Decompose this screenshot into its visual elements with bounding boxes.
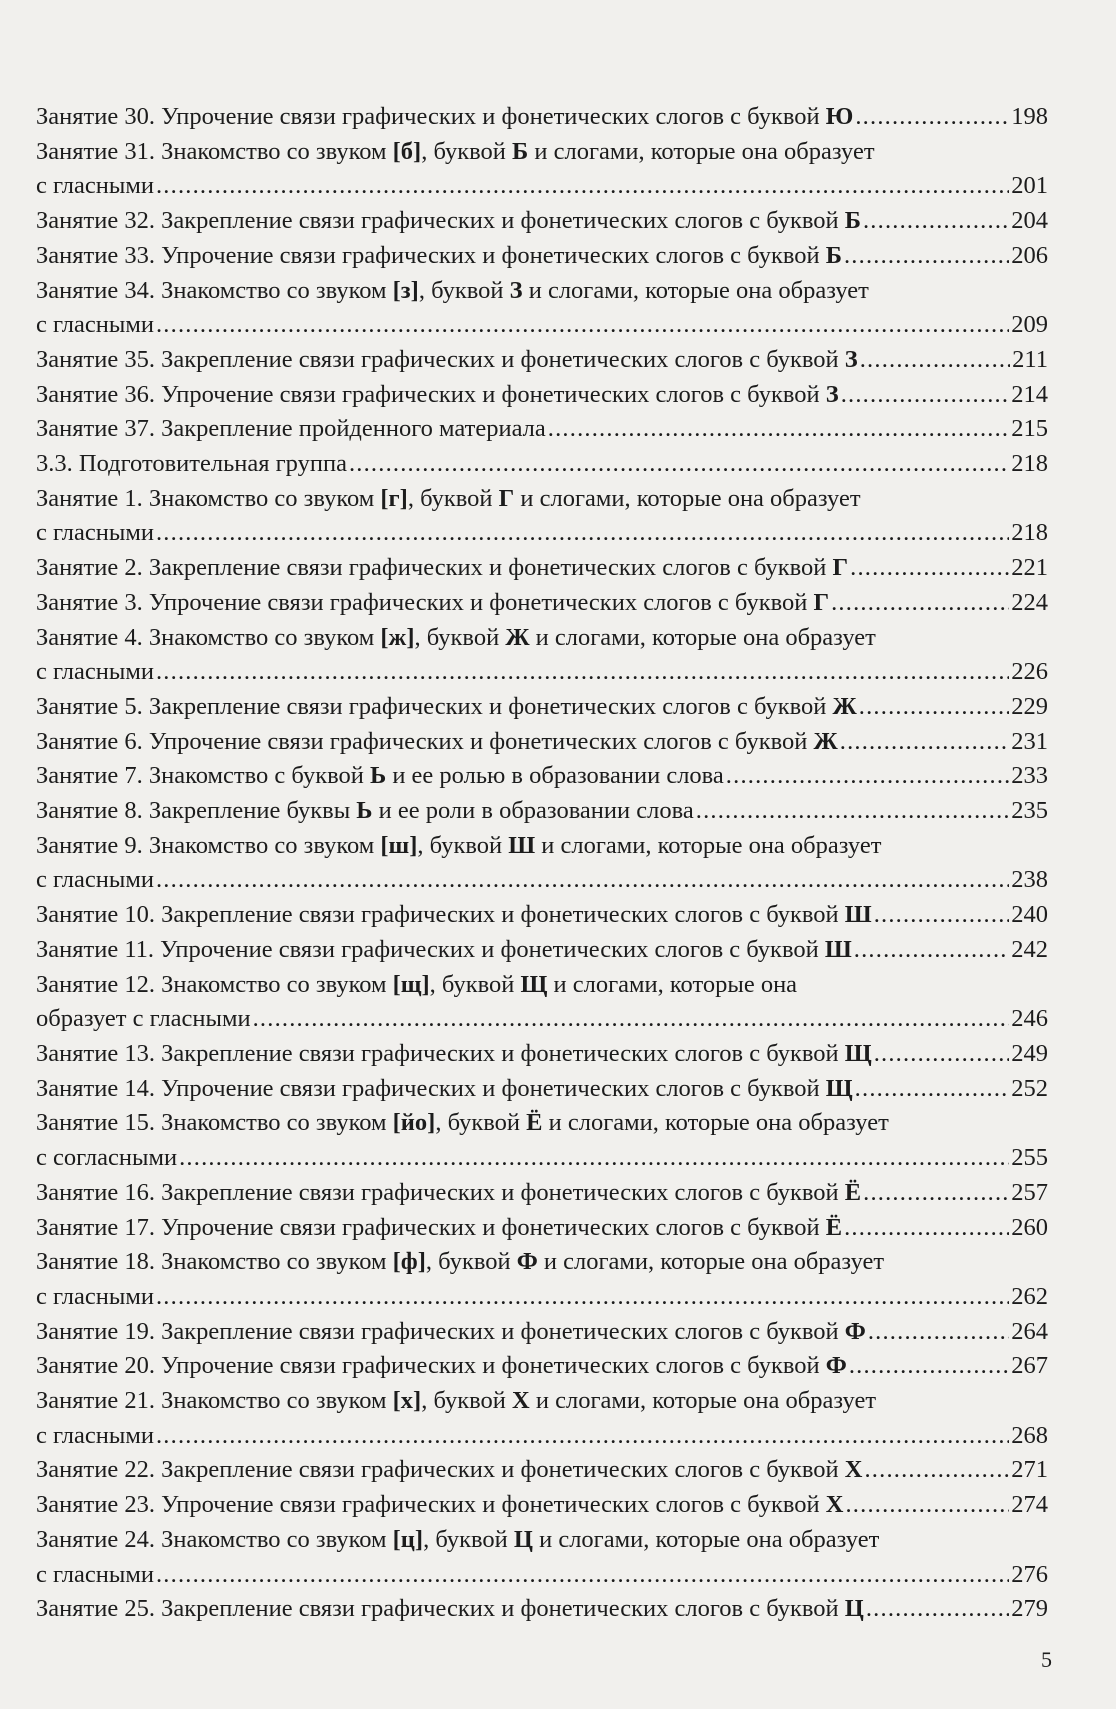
toc-entry-title [36, 1453, 862, 1488]
toc-entry-line [36, 447, 1048, 482]
toc-entry-line [36, 1419, 1048, 1454]
toc-entry-bold-text: Х [844, 1456, 863, 1484]
toc-page-number: 218 [1011, 519, 1048, 547]
toc-page-number: 229 [1011, 692, 1048, 720]
toc-entry-line [36, 1558, 1048, 1593]
toc-entry-title [36, 1037, 872, 1072]
toc-entry-bold-text: З [825, 380, 839, 408]
toc-entry-bold-text: Г [813, 588, 830, 616]
toc-page-number: 262 [1011, 1282, 1048, 1310]
toc-entry [36, 725, 1048, 760]
dot-leader [253, 1002, 1010, 1037]
toc-entry-bold-text: Щ [844, 1039, 872, 1067]
toc-entry-bold-text: Ц [513, 1525, 533, 1553]
toc-entry-text: Занятие 33. Упрочение связи графических и фонетических слогов с буквой [36, 241, 826, 269]
toc-entry-bold-text: Ю [825, 103, 854, 130]
toc-entry [36, 1106, 1048, 1175]
toc-entry-title [36, 1387, 876, 1414]
toc-entry-title [36, 1248, 884, 1275]
toc-entry-title [36, 832, 881, 859]
toc-entry-line [36, 829, 1048, 864]
dot-leader [863, 1176, 1009, 1211]
dot-leader [874, 898, 1010, 933]
toc-page-number: 231 [1011, 727, 1048, 755]
toc-entry-line [36, 308, 1048, 343]
toc-entry-line [36, 794, 1048, 829]
dot-leader [859, 690, 1009, 725]
toc-entry-line [36, 343, 1048, 378]
toc-entry-bold-text: Ш [824, 935, 852, 963]
toc-entry-line [36, 516, 1048, 551]
toc-entry-bold-text: Щ [520, 970, 548, 998]
toc-entry-text: и слогами, которые она образует [529, 1387, 877, 1415]
dot-leader [349, 447, 1009, 482]
toc-entry-text: и слогами, которые она образует [529, 623, 876, 651]
toc-entry-bold-text: Ж [832, 692, 857, 720]
toc-entry-bold-text: З [509, 276, 523, 304]
toc-entry-text: , буквой [423, 1525, 514, 1553]
toc-entry [36, 1211, 1048, 1246]
toc-entry-text: Занятие 18. Знакомство со звуком [36, 1248, 393, 1276]
toc-entry-text: Занятие 12. Знакомство со звуком [36, 970, 393, 998]
toc-entry-bold-text: Ц [844, 1595, 864, 1623]
toc-entry-text: с гласными [36, 519, 154, 547]
toc-page-number: 260 [1011, 1213, 1048, 1241]
toc-entry-text: Занятие 36. Упрочение связи графических и фонетических слогов с буквой [36, 380, 826, 408]
toc-entry-line [36, 482, 1048, 517]
toc-entry-text: Занятие 32. Закрепление связи графических и фонетических слогов с буквой [36, 207, 845, 235]
toc-entry-text: и слогами, которые она образует [528, 137, 875, 165]
toc-entry [36, 1453, 1048, 1488]
dot-leader [840, 725, 1010, 760]
dot-leader [844, 1211, 1009, 1246]
dot-leader [696, 794, 1010, 829]
dot-leader [156, 1558, 1009, 1593]
toc-entry-line [36, 100, 1048, 135]
toc-entry-line [36, 1072, 1048, 1107]
toc-entry-line [36, 863, 1048, 898]
toc-entry [36, 1315, 1048, 1350]
dot-leader [868, 1315, 1009, 1350]
toc-page-number: 274 [1011, 1491, 1048, 1519]
toc-page-number: 235 [1011, 797, 1048, 825]
toc-entry-line [36, 1280, 1048, 1315]
toc-entry-line [36, 1349, 1048, 1384]
toc-entry-text: и слогами, которые она образует [542, 1109, 889, 1137]
toc-page-number: 226 [1011, 658, 1048, 686]
toc-entry [36, 135, 1048, 204]
toc-entry-bold-text: [ж] [380, 623, 415, 651]
toc-entry-line [36, 239, 1048, 274]
toc-entry-text: и слогами, которые она образует [522, 276, 869, 304]
toc-entry-bold-text: Б [825, 241, 842, 269]
toc-entry-line [36, 968, 1048, 1003]
dot-leader [854, 933, 1009, 968]
toc-page-number: 279 [1011, 1595, 1048, 1623]
toc-page-number: 252 [1011, 1074, 1048, 1102]
toc-entry [36, 794, 1048, 829]
toc-page-number: 201 [1011, 172, 1048, 200]
toc-entry-bold-text: [щ] [392, 970, 430, 998]
toc-entry-text: Занятие 21. Знакомство со звуком [36, 1387, 393, 1415]
toc-entry-text: Занятие 13. Закрепление связи графических и фонетических слогов с буквой [36, 1039, 845, 1067]
toc-entry-line [36, 586, 1048, 621]
toc-entry-line [36, 655, 1048, 690]
toc-entry-text: с согласными [36, 1144, 178, 1172]
toc-page-number: 214 [1011, 380, 1048, 408]
toc-entry [36, 447, 1048, 482]
toc-entry-text: и слогами, которые она образует [537, 1248, 885, 1276]
toc-entry [36, 412, 1048, 447]
dot-leader [548, 412, 1009, 447]
toc-entry [36, 1037, 1048, 1072]
toc-entry [36, 1488, 1048, 1523]
toc-entry-title [36, 1488, 843, 1523]
toc-entry-title [36, 1072, 853, 1107]
toc-entry-line [36, 169, 1048, 204]
toc-entry-title [36, 204, 861, 239]
dot-leader [860, 343, 1010, 378]
toc-entry-line [36, 274, 1048, 309]
toc-entry-text: с гласными [36, 866, 154, 894]
toc-entry-bold-text: Ё [844, 1178, 862, 1206]
toc-page-number: 249 [1011, 1039, 1048, 1067]
toc-page-number: 267 [1011, 1352, 1048, 1380]
toc-entry-line [36, 725, 1048, 760]
dot-leader [874, 1037, 1010, 1072]
dot-leader [156, 1419, 1009, 1454]
toc-entry [36, 239, 1048, 274]
toc-entry-title [36, 1211, 842, 1246]
toc-entry-title [36, 1592, 864, 1627]
toc-entry-line [36, 690, 1048, 725]
toc-entry-text: Занятие 5. Закрепление связи графических и фонетических слогов с буквой [36, 692, 833, 720]
toc-entry [36, 204, 1048, 239]
toc-page-number: 242 [1011, 935, 1048, 963]
toc-entry-title [36, 1526, 879, 1553]
toc-entry-text: Занятие 16. Закрепление связи графических и фонетических слогов с буквой [36, 1178, 845, 1206]
toc-entry-title [36, 551, 848, 586]
toc-entry [36, 968, 1048, 1037]
toc-entry-text: Занятие 19. Закрепление связи графических и фонетических слогов с буквой [36, 1317, 845, 1345]
toc-entry-text: и слогами, которые она образует [532, 1525, 880, 1553]
toc-page-number: 238 [1011, 866, 1048, 894]
toc-page-number: 204 [1011, 207, 1048, 235]
toc-entry [36, 378, 1048, 413]
toc-page-number: 271 [1011, 1456, 1048, 1484]
toc-entry-text: , буквой [407, 484, 499, 512]
toc-page-number: 211 [1012, 345, 1048, 373]
toc-entry-title [36, 378, 839, 413]
toc-entry-text: с гласными [36, 1421, 154, 1449]
dot-leader [726, 759, 1009, 794]
toc-entry-text: 3.3. Подготовительная группа [36, 450, 347, 478]
toc-entry-line [36, 135, 1048, 170]
toc-entry-text: Занятие 4. Знакомство со звуком [36, 623, 381, 651]
toc-entry-text: Занятие 31. Знакомство со звуком [36, 137, 393, 165]
toc-page-number: 240 [1011, 901, 1048, 929]
toc-entry-line [36, 412, 1048, 447]
toc-entry-text: Занятие 24. Знакомство со звуком [36, 1525, 393, 1553]
toc-entry-title [36, 725, 838, 760]
toc-entry-text: Занятие 22. Закрепление связи графических и фонетических слогов с буквой [36, 1456, 845, 1484]
toc-entry-title [36, 138, 875, 165]
toc-entry-text: , буквой [417, 831, 509, 859]
dot-leader [855, 1072, 1010, 1107]
toc-entry-bold-text: Ш [844, 901, 872, 929]
toc-entry-text: и слогами, которые она образует [535, 831, 882, 859]
dot-leader [866, 1592, 1009, 1627]
toc-entry-text: и слогами, которые она [547, 970, 798, 998]
toc-entry-text: , буквой [418, 276, 510, 304]
toc-entry-text: с гласными [36, 1560, 154, 1588]
toc-entry-text: , буквой [435, 1109, 527, 1137]
page-number: 5 [1041, 1647, 1052, 1672]
toc-entry-bold-text: Х [825, 1491, 844, 1519]
toc-entry-text: Занятие 17. Упрочение связи графических и фонетических слогов с буквой [36, 1213, 826, 1241]
toc-entry-bold-text: [ф] [392, 1248, 426, 1276]
dot-leader [156, 169, 1009, 204]
dot-leader [156, 1280, 1009, 1315]
toc-entry [36, 829, 1048, 898]
toc-entry-title [36, 690, 857, 725]
toc-entry-text: , буквой [429, 970, 521, 998]
toc-entry-bold-text: Ё [526, 1109, 543, 1137]
toc-entry-bold-text: [х] [392, 1387, 422, 1415]
toc-entry-line [36, 1592, 1048, 1627]
toc-entry-text: Занятие 9. Знакомство со звуком [36, 831, 381, 859]
toc-entry [36, 551, 1048, 586]
toc-entry-bold-text: Г [832, 554, 849, 582]
toc-entry-text: Занятие 1. Знакомство со звуком [36, 484, 381, 512]
toc-entry [36, 482, 1048, 551]
toc-entry [36, 274, 1048, 343]
toc-entry-text: Занятие 25. Закрепление связи графических и фонетических слогов с буквой [36, 1595, 845, 1623]
toc-entry-line [36, 551, 1048, 586]
toc-entry-text: , буквой [421, 137, 513, 165]
dot-leader [156, 863, 1009, 898]
toc-entry-line [36, 1315, 1048, 1350]
toc-page-number: 215 [1011, 415, 1048, 443]
toc-entry-text: , буквой [414, 623, 506, 651]
toc-entry-title [36, 1349, 847, 1384]
dot-leader [156, 655, 1009, 690]
toc-entry-line [36, 1141, 1048, 1176]
toc-entry [36, 100, 1048, 135]
toc-entry-bold-text: [ш] [380, 831, 418, 859]
toc-page-number: 268 [1011, 1421, 1048, 1449]
toc-entry [36, 759, 1048, 794]
toc-entry-bold-text: Ф [516, 1248, 538, 1276]
toc-entry-bold-text: Щ [825, 1074, 853, 1102]
toc-page-number: 218 [1011, 450, 1048, 478]
dot-leader [831, 586, 1009, 621]
toc-entry-bold-text: Ф [844, 1317, 866, 1345]
toc-page-number: 257 [1011, 1178, 1048, 1206]
toc-entry-text: Занятие 8. Закрепление буквы [36, 797, 357, 825]
toc-entry-bold-text: [г] [380, 484, 408, 512]
toc-entry [36, 1072, 1048, 1107]
toc-page-number: 276 [1011, 1560, 1048, 1588]
toc-entry-bold-text: Ф [825, 1352, 847, 1380]
toc-entry-line [36, 1002, 1048, 1037]
toc-entry-text: Занятие 7. Знакомство с буквой [36, 762, 370, 790]
toc-entry-title [36, 759, 724, 794]
toc-entry [36, 343, 1048, 378]
toc-entry-bold-text: Г [498, 484, 515, 512]
toc-page-number: 206 [1011, 241, 1048, 269]
toc-entry-title [36, 794, 694, 829]
toc-entry [36, 1384, 1048, 1453]
toc-entry-text: с гласными [36, 311, 154, 339]
dot-leader [845, 1488, 1009, 1523]
dot-leader [156, 516, 1009, 551]
toc-entry-bold-text: [ц] [392, 1525, 424, 1553]
toc-entry-title [36, 100, 853, 135]
toc-entry-title [36, 1176, 861, 1211]
toc-entry-title [36, 239, 842, 274]
toc-entry-bold-text: Б [844, 207, 861, 235]
toc-entry-title [36, 933, 852, 968]
toc-entry-text: и слогами, которые она образует [514, 484, 861, 512]
toc-entry [36, 1592, 1048, 1627]
toc-entry-text: Занятие 35. Закрепление связи графических и фонетических слогов с буквой [36, 345, 845, 373]
toc-page-number: 221 [1011, 554, 1048, 582]
toc-entry-bold-text: [б] [392, 137, 422, 165]
toc-entry-line [36, 204, 1048, 239]
toc-entry-text: Занятие 11. Упрочение связи графических и фонетических слогов с буквой [36, 935, 825, 963]
toc-entry-title [36, 412, 546, 447]
toc-entry-bold-text: Ж [505, 623, 530, 651]
toc-entry-line [36, 1488, 1048, 1523]
toc-page-number: 209 [1011, 311, 1048, 339]
toc-entry-title [36, 1315, 866, 1350]
toc-entry-text: , буквой [421, 1387, 513, 1415]
toc-entry-line [36, 378, 1048, 413]
dot-leader [179, 1141, 1009, 1176]
toc-page-number: 198 [1011, 103, 1048, 130]
toc-entry-line [36, 1176, 1048, 1211]
toc-entry-line [36, 1384, 1048, 1419]
toc-entry-text: Занятие 15. Знакомство со звуком [36, 1109, 393, 1137]
toc-entry-title [36, 898, 872, 933]
toc-entry-line [36, 898, 1048, 933]
toc-entry-bold-text: Ш [508, 831, 536, 859]
toc-entry [36, 1349, 1048, 1384]
toc-entry [36, 933, 1048, 968]
dot-leader [844, 239, 1009, 274]
dot-leader [849, 1349, 1009, 1384]
toc-entry-title [36, 624, 876, 651]
toc-entry [36, 586, 1048, 621]
toc-entry-line [36, 1523, 1048, 1558]
toc-entry [36, 621, 1048, 690]
toc-entry [36, 1523, 1048, 1592]
dot-leader [156, 308, 1009, 343]
toc-entry [36, 1176, 1048, 1211]
toc-entry-text: образует с гласными [36, 1005, 251, 1033]
toc-entry-line [36, 1453, 1048, 1488]
toc-entry-line [36, 1106, 1048, 1141]
dot-leader [855, 100, 1009, 135]
toc-page-number: 255 [1011, 1144, 1048, 1172]
toc-entry [36, 1245, 1048, 1314]
toc-entry-text: Занятие 10. Закрепление связи графических и фонетических слогов с буквой [36, 901, 845, 929]
toc-entry-text: с гласными [36, 172, 154, 200]
toc-entry-bold-text: Б [512, 137, 529, 165]
toc-entry-text: , буквой [425, 1248, 517, 1276]
toc-entry-text: Занятие 2. Закрепление связи графических и фонетических слогов с буквой [36, 554, 833, 582]
toc-entry-text: с гласными [36, 1282, 154, 1310]
toc-entry-text: с гласными [36, 658, 154, 686]
toc-page-number: 246 [1011, 1005, 1048, 1033]
toc-entry-bold-text: Х [512, 1387, 530, 1415]
toc-entry-bold-text: [з] [392, 276, 419, 304]
toc-entry-line [36, 759, 1048, 794]
toc-entry-text: Занятие 30. Упрочение связи графических и фонетических слогов с буквой [36, 103, 826, 130]
toc-page-number: 224 [1011, 588, 1048, 616]
toc-entry-title [36, 277, 869, 304]
toc-entry-line [36, 933, 1048, 968]
toc-entry-text: Занятие 37. Закрепление пройденного материала [36, 415, 546, 443]
toc-entry-bold-text: Ё [825, 1213, 843, 1241]
table-of-contents [36, 100, 1048, 1627]
toc-entry-bold-text: [йо] [392, 1109, 436, 1137]
toc-entry-line [36, 1211, 1048, 1246]
toc-entry-line [36, 621, 1048, 656]
toc-entry-line [36, 1037, 1048, 1072]
toc-entry-title [36, 971, 797, 998]
toc-entry-line [36, 1245, 1048, 1280]
toc-entry-bold-text: Ж [813, 727, 838, 755]
toc-entry-text: Занятие 14. Упрочение связи графических и фонетических слогов с буквой [36, 1074, 826, 1102]
dot-leader [850, 551, 1009, 586]
toc-entry-bold-text: З [844, 345, 858, 373]
toc-entry [36, 898, 1048, 933]
toc-entry-title [36, 485, 861, 512]
toc-page-number: 233 [1011, 762, 1048, 790]
toc-entry-text: Занятие 23. Упрочение связи графических и фонетических слогов с буквой [36, 1491, 826, 1519]
toc-entry-bold-text: Ь [369, 762, 387, 790]
toc-entry-bold-text: Ь [356, 797, 373, 825]
toc-page-number: 264 [1011, 1317, 1048, 1345]
dot-leader [841, 378, 1010, 413]
toc-entry-title [36, 1109, 889, 1136]
dot-leader [864, 1453, 1009, 1488]
toc-entry-title [36, 447, 347, 482]
dot-leader [863, 204, 1009, 239]
toc-entry-text: Занятие 34. Знакомство со звуком [36, 276, 393, 304]
toc-entry-text: Занятие 20. Упрочение связи графических и фонетических слогов с буквой [36, 1352, 826, 1380]
toc-entry [36, 690, 1048, 725]
toc-entry-text: Занятие 3. Упрочение связи графических и фонетических слогов с буквой [36, 588, 814, 616]
toc-entry-title [36, 343, 858, 378]
toc-entry-text: Занятие 6. Упрочение связи графических и фонетических слогов с буквой [36, 727, 814, 755]
toc-entry-text: и ее ролью в образовании слова [386, 762, 724, 790]
toc-entry-text: и ее роли в образовании слова [372, 797, 694, 825]
toc-entry-title [36, 586, 829, 621]
